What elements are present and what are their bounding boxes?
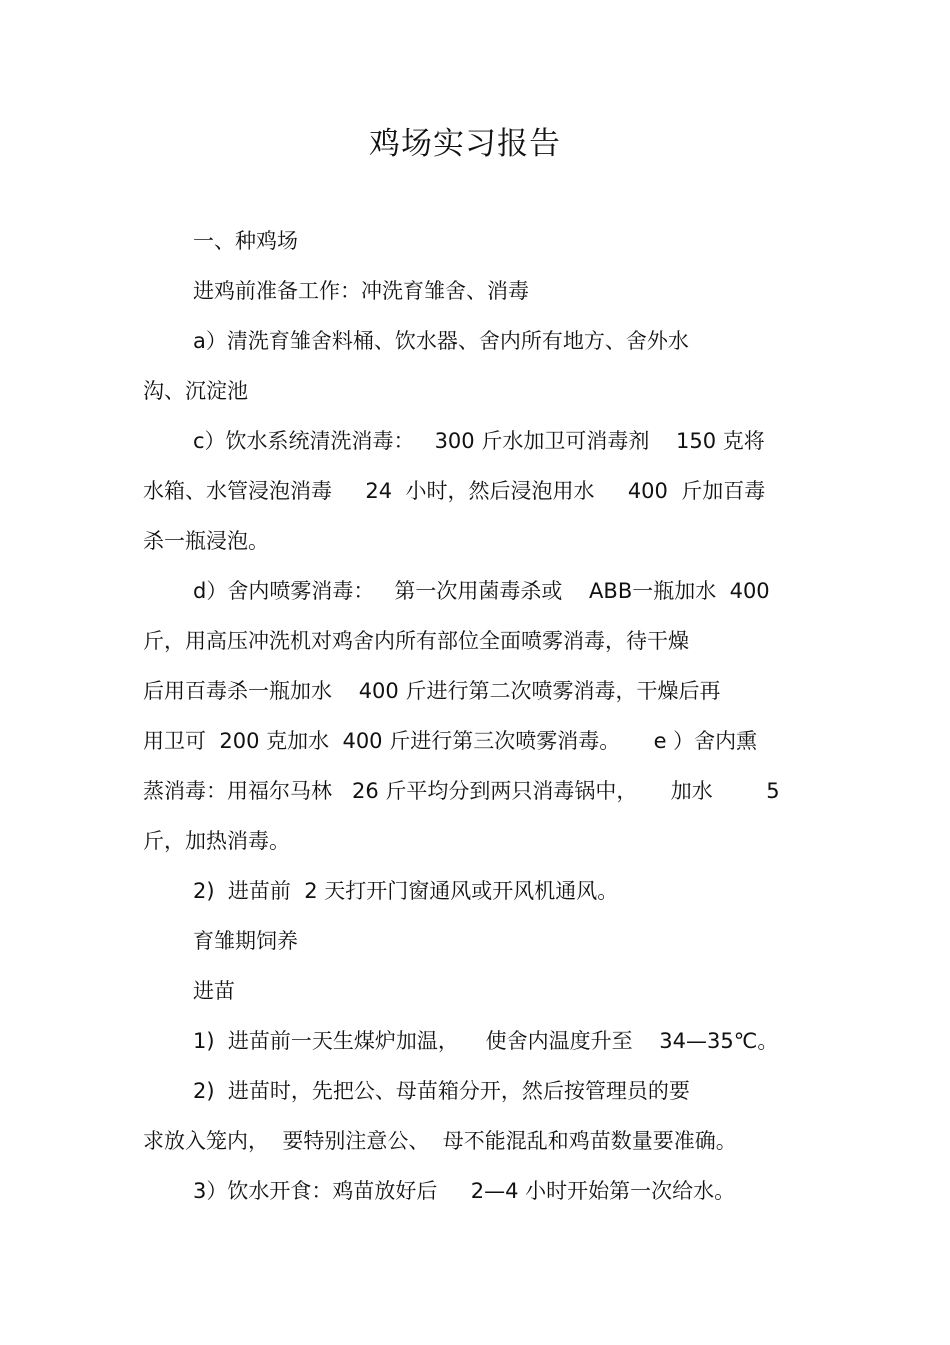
paragraph-line: d）舍内喷雾消毒： 第一次用菌毒杀或 ABB一瓶加水 400 [193,579,770,603]
paragraph-line: 斤，加热消毒。 [143,829,290,853]
section-heading: 育雏期饲养 [193,929,298,953]
paragraph-line: 2) 进苗时，先把公、母苗箱分开，然后按管理员的要 [193,1079,690,1103]
paragraph-line: 水箱、水管浸泡消毒 24 小时，然后浸泡用水 400 斤加百毒 [143,479,766,503]
document-title: 鸡场实习报告 [369,126,561,162]
paragraph-line: a）清洗育雏舍料桶、饮水器、舍内所有地方、舍外水 [193,329,689,353]
paragraph-line: 沟、沉淀池 [143,379,248,403]
section-heading: 进苗 [193,979,235,1003]
paragraph-line: 2) 进苗前 2 天打开门窗通风或开风机通风。 [193,879,619,903]
paragraph-line: 斤，用高压冲洗机对鸡舍内所有部位全面喷雾消毒，待干燥 [143,629,689,653]
paragraph-line: c）饮水系统清洗消毒： 300 斤水加卫可消毒剂 150 克将 [193,429,765,453]
paragraph-line: 进鸡前准备工作：冲洗育雏舍、消毒 [193,279,529,303]
paragraph-line: 1) 进苗前一天生煤炉加温， 使舍内温度升至 34—35℃。 [193,1029,779,1053]
paragraph-line: 求放入笼内， 要特别注意公、 母不能混乱和鸡苗数量要准确。 [143,1129,737,1153]
paragraph-line: 杀一瓶浸泡。 [143,529,269,553]
paragraph-line: 后用百毒杀一瓶加水 400 斤进行第二次喷雾消毒，干燥后再 [143,679,721,703]
paragraph-line: 用卫可 200 克加水 400 斤进行第三次喷雾消毒。 e ）舍内熏 [143,729,758,753]
section-heading: 一、种鸡场 [193,229,298,253]
paragraph-line: 蒸消毒：用福尔马林 26 斤平均分到两只消毒锅中， 加水 5 [143,779,780,803]
paragraph-line: 3）饮水开食：鸡苗放好后 2—4 小时开始第一次给水。 [193,1179,736,1203]
